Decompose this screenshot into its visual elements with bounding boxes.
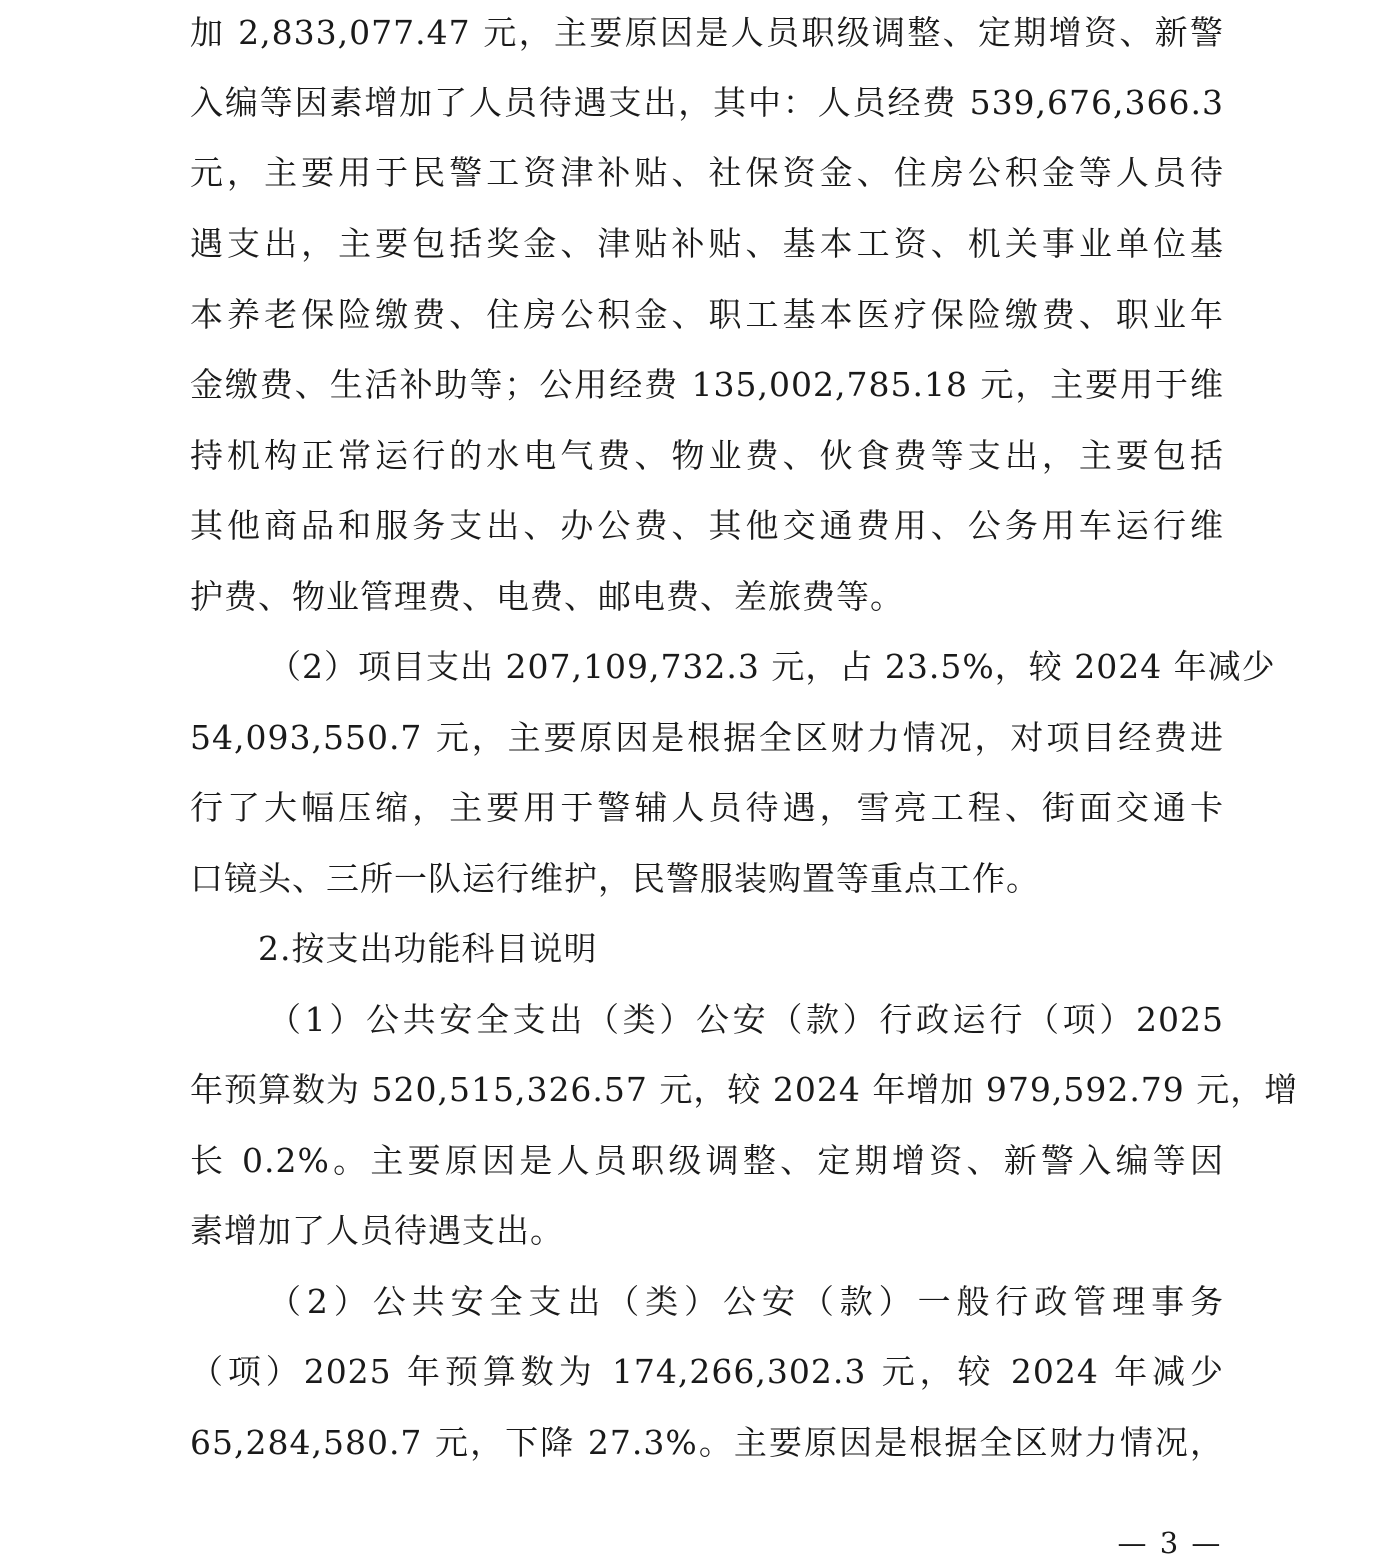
body-text-line: 金缴费、生活补助等；公用经费 135,002,785.18 元，主要用于维 [190,365,1224,404]
body-text-line: 行了大幅压缩，主要用于警辅人员待遇，雪亮工程、街面交通卡 [190,788,1224,827]
body-text-line: 持机构正常运行的水电气费、物业费、伙食费等支出，主要包括 [190,436,1224,475]
body-text-line: 元，主要用于民警工资津补贴、社保资金、住房公积金等人员待 [190,153,1224,192]
body-text-line: 口镜头、三所一队运行维护，民警服装购置等重点工作。 [190,859,1040,898]
section-heading: 2.按支出功能科目说明 [258,929,598,968]
page-number: — 3 — [1117,1526,1223,1560]
body-text-line: （2）项目支出 207,109,732.3 元，占 23.5%，较 2024 年减少 [268,647,1276,686]
body-text-line: 65,284,580.7 元，下降 27.3%。主要原因是根据全区财力情况， [190,1423,1224,1462]
body-text-line: 素增加了人员待遇支出。 [190,1211,564,1250]
body-text-line: 护费、物业管理费、电费、邮电费、差旅费等。 [190,577,904,616]
body-text-line: 入编等因素增加了人员待遇支出，其中：人员经费 539,676,366.3 [190,83,1224,122]
body-text-line: （项）2025 年预算数为 174,266,302.3 元，较 2024 年减少 [190,1352,1224,1391]
body-text-line: 其他商品和服务支出、办公费、其他交通费用、公务用车运行维 [190,506,1224,545]
body-text-line: 54,093,550.7 元，主要原因是根据全区财力情况，对项目经费进 [190,718,1224,757]
body-text-line: 遇支出，主要包括奖金、津贴补贴、基本工资、机关事业单位基 [190,224,1224,263]
body-text-line: 长 0.2%。主要原因是人员职级调整、定期增资、新警入编等因 [190,1141,1224,1180]
body-text-line: （2）公共安全支出（类）公安（款）一般行政管理事务 [268,1282,1224,1321]
body-text-line: 加 2,833,077.47 元，主要原因是人员职级调整、定期增资、新警 [190,13,1224,52]
body-text-line: （1）公共安全支出（类）公安（款）行政运行（项）2025 [268,1000,1224,1039]
body-text-line: 本养老保险缴费、住房公积金、职工基本医疗保险缴费、职业年 [190,295,1224,334]
body-text-line: 年预算数为 520,515,326.57 元，较 2024 年增加 979,592.79 元，增 [190,1070,1299,1109]
